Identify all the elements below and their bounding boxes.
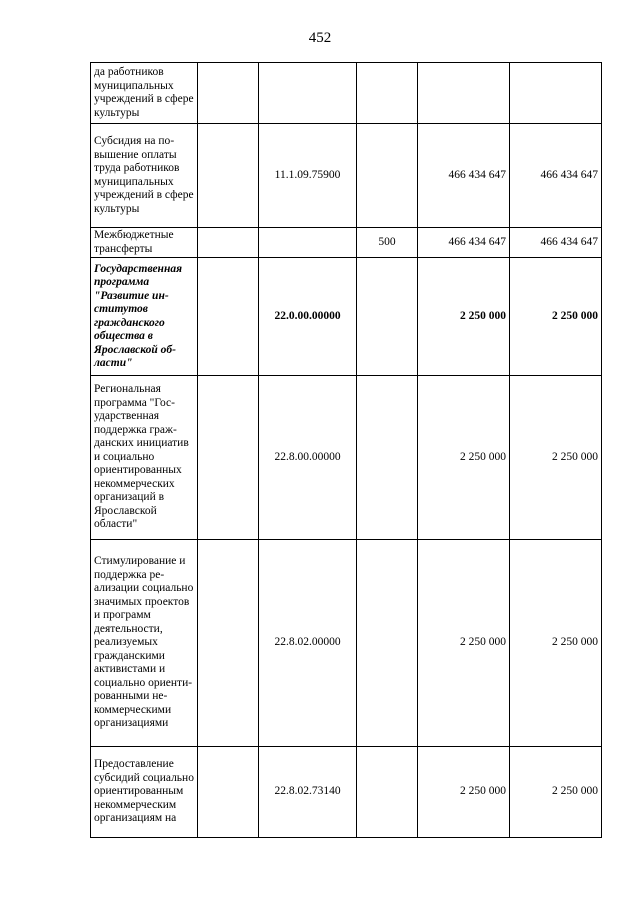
row-name: Межбюджетные трансферты (91, 228, 198, 258)
row-code: 22.8.02.73140 (259, 747, 357, 838)
row-amount-2: 2 250 000 (510, 540, 602, 747)
row-type: 500 (357, 228, 418, 258)
row-type (357, 747, 418, 838)
page-number: 452 (308, 30, 332, 46)
table-row (91, 258, 602, 376)
table-row (91, 747, 602, 838)
row-type (357, 376, 418, 540)
table-row (91, 124, 602, 228)
row-code (259, 63, 357, 124)
table-row (91, 376, 602, 540)
row-empty-col (198, 540, 259, 747)
row-name: Государственная программа "Развитие институтов гражданского общества в Ярославской области" (91, 258, 198, 376)
row-empty-col (198, 63, 259, 124)
row-amount-1 (418, 63, 510, 124)
row-amount-1: 2 250 000 (418, 258, 510, 376)
row-amount-1: 2 250 000 (418, 747, 510, 838)
row-empty-col (198, 124, 259, 228)
row-code: 22.0.00.00000 (259, 258, 357, 376)
row-amount-2: 2 250 000 (510, 747, 602, 838)
row-name: Предоставление субсидий социально ориентированным некоммерческим организациям на (91, 747, 198, 838)
row-name: Субсидия на повышение оплаты труда работников муниципальных учреждений в сфере культуры (91, 124, 198, 228)
row-empty-col (198, 228, 259, 258)
row-empty-col (198, 376, 259, 540)
row-name: Региональная программа "Государственная поддержка гражданских инициатив и социально ориентированных некоммерческих организаций в Ярославской области" (91, 376, 198, 540)
row-amount-2: 2 250 000 (510, 258, 602, 376)
row-amount-2: 2 250 000 (510, 376, 602, 540)
table-row (91, 540, 602, 747)
row-amount-2: 466 434 647 (510, 124, 602, 228)
row-empty-col (198, 258, 259, 376)
row-amount-2: 466 434 647 (510, 228, 602, 258)
row-name: Стимулирование и поддержка реализации социально значимых проектов и программ деятельности, реализуемых гражданскими активистами и социально ориентированными некоммерческими организациями (91, 540, 198, 747)
row-code: 11.1.09.75900 (259, 124, 357, 228)
row-type (357, 63, 418, 124)
row-amount-1: 466 434 647 (418, 228, 510, 258)
budget-table (90, 62, 602, 838)
table-row (91, 228, 602, 258)
row-amount-2 (510, 63, 602, 124)
row-amount-1: 466 434 647 (418, 124, 510, 228)
row-code (259, 228, 357, 258)
row-type (357, 258, 418, 376)
row-code: 22.8.00.00000 (259, 376, 357, 540)
row-name: да работников муниципальных учреждений в сфере культуры (91, 63, 198, 124)
row-code: 22.8.02.00000 (259, 540, 357, 747)
row-type (357, 124, 418, 228)
table-row (91, 63, 602, 124)
row-amount-1: 2 250 000 (418, 376, 510, 540)
row-type (357, 540, 418, 747)
row-empty-col (198, 747, 259, 838)
row-amount-1: 2 250 000 (418, 540, 510, 747)
